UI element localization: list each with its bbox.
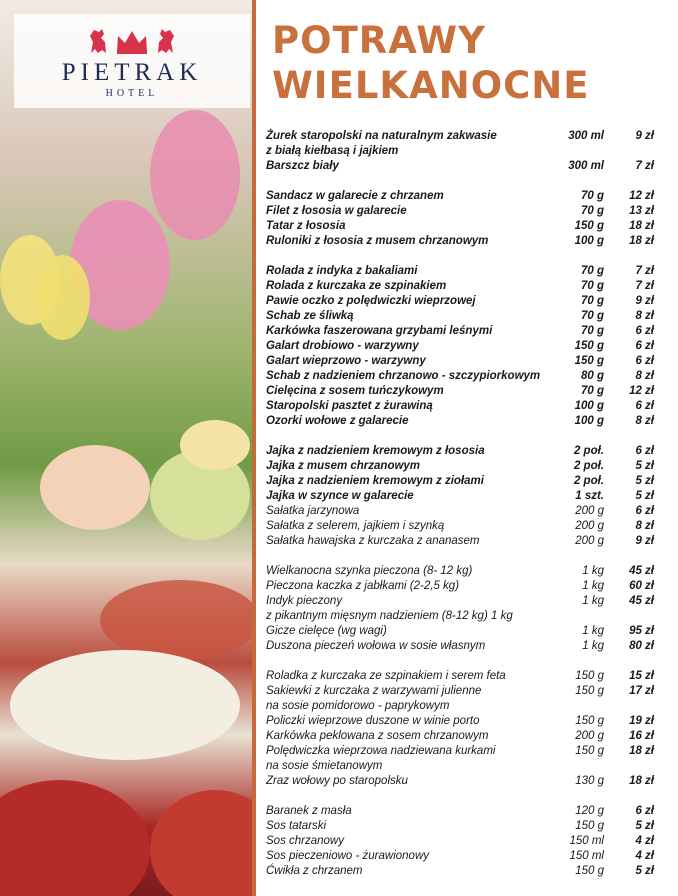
menu-item-price: 80 zł xyxy=(629,640,654,652)
menu-item-quantity: 120 g xyxy=(575,805,604,817)
menu-item-name-line: Karkówka peklowana z sosem chrzanowym xyxy=(266,730,489,742)
menu-item xyxy=(266,459,666,474)
menu-item-quantity: 70 g xyxy=(580,310,604,322)
menu-list xyxy=(266,129,666,879)
menu-item-name-line: Sos tatarski xyxy=(266,820,327,832)
menu-item xyxy=(266,189,666,204)
menu-item-quantity: 200 g xyxy=(575,505,604,517)
menu-item-quantity: 150 ml xyxy=(569,835,604,847)
menu-item xyxy=(266,774,666,789)
menu-item-quantity: 150 g xyxy=(574,355,604,367)
menu-item-name-line: Pawie oczko z polędwiczki wieprzowej xyxy=(266,295,476,307)
menu-item-name-line: Filet z łososia w galarecie xyxy=(266,205,407,217)
menu-item xyxy=(266,309,666,324)
menu-item-quantity: 2 poł. xyxy=(573,445,604,457)
hotel-logo xyxy=(14,14,250,108)
menu-item xyxy=(266,624,666,639)
menu-item-name-line: Barszcz biały xyxy=(266,160,339,172)
menu-item-price: 5 zł xyxy=(635,865,654,877)
menu-item-name-line: Karkówka faszerowana grzybami leśnymi xyxy=(266,325,493,337)
menu-item-quantity: 130 g xyxy=(575,775,604,787)
menu-item-name-line: Ozorki wołowe z galarecie xyxy=(266,415,409,427)
title-line-2: WIELKANOCNE xyxy=(272,64,590,107)
menu-item-name-line: Sałatka z selerem, jajkiem i szynką xyxy=(266,520,445,532)
menu-item-price: 4 zł xyxy=(635,835,654,847)
menu-item-quantity: 1 kg xyxy=(582,640,604,652)
menu-item-price: 6 zł xyxy=(635,325,654,337)
menu-item xyxy=(266,264,666,279)
menu-item-quantity: 200 g xyxy=(575,535,604,547)
menu-item-price: 5 zł xyxy=(635,490,654,502)
menu-item xyxy=(266,489,666,504)
menu-item xyxy=(266,474,666,489)
menu-item xyxy=(266,339,666,354)
hotel-subtitle: HOTEL xyxy=(105,88,159,99)
menu-item-name-line-2: z pikantnym mięsnym nadzieniem (8-12 kg) 1 kg xyxy=(266,610,513,622)
menu-item-quantity: 70 g xyxy=(580,325,604,337)
menu-item-quantity: 2 poł. xyxy=(573,475,604,487)
menu-item-quantity: 150 g xyxy=(575,670,604,682)
menu-item-name-line: Sałatka jarzynowa xyxy=(266,505,360,517)
title-line-1: POTRAWY xyxy=(272,19,486,62)
menu-item-price: 16 zł xyxy=(629,730,654,742)
menu-item-price: 6 zł xyxy=(635,805,654,817)
menu-item-name-line: Cielęcina z sosem tuńczykowym xyxy=(266,385,444,397)
page-title xyxy=(272,18,672,108)
menu-item-quantity: 150 g xyxy=(575,865,604,877)
menu-item-quantity: 1 kg xyxy=(582,580,604,592)
lion-icon xyxy=(87,28,109,54)
menu-item xyxy=(266,534,666,549)
menu-item xyxy=(266,159,666,174)
menu-item-quantity: 100 g xyxy=(574,235,604,247)
menu-item-quantity: 70 g xyxy=(580,295,604,307)
menu-item-price: 6 zł xyxy=(635,340,654,352)
menu-item-price: 6 zł xyxy=(635,505,654,517)
menu-item xyxy=(266,354,666,369)
menu-item-quantity: 1 kg xyxy=(582,565,604,577)
crest xyxy=(87,24,177,54)
menu-item-quantity: 200 g xyxy=(575,730,604,742)
menu-item-price: 8 zł xyxy=(635,310,654,322)
menu-item xyxy=(266,294,666,309)
menu-item-name-line: Roladka z kurczaka ze szpinakiem i serem feta xyxy=(266,670,506,682)
menu-item-price: 18 zł xyxy=(629,745,654,757)
menu-item-name-line-2: na sosie pomidorowo - paprykowym xyxy=(266,700,450,712)
menu-item xyxy=(266,219,666,234)
menu-item-name-line: Schab ze śliwką xyxy=(266,310,354,322)
menu-item-price: 95 zł xyxy=(629,625,654,637)
menu-item-price: 5 zł xyxy=(635,820,654,832)
menu-item-price: 7 zł xyxy=(635,280,654,292)
menu-item-price: 8 zł xyxy=(635,415,654,427)
menu-item-name-line: Zraz wołowy po staropolsku xyxy=(266,775,408,787)
menu-item-quantity: 300 ml xyxy=(568,130,604,142)
menu-item-name-line: Sałatka hawajska z kurczaka z ananasem xyxy=(266,535,480,547)
menu-item-name-line: Policzki wieprzowe duszone w winie porto xyxy=(266,715,480,727)
menu-item xyxy=(266,834,666,849)
menu-item-price: 7 zł xyxy=(635,160,654,172)
menu-item xyxy=(266,804,666,819)
menu-item-quantity: 150 g xyxy=(574,340,604,352)
lion-icon xyxy=(155,28,177,54)
menu-item-quantity: 150 g xyxy=(575,685,604,697)
menu-item-price: 45 zł xyxy=(629,595,654,607)
menu-item-name-line: Baranek z masła xyxy=(266,805,352,817)
menu-item-price: 6 zł xyxy=(635,400,654,412)
menu-item-quantity: 150 g xyxy=(575,745,604,757)
menu-item-name-line: Jajka z nadzieniem kremowym z ziołami xyxy=(266,475,484,487)
menu-item xyxy=(266,744,666,774)
panel-divider xyxy=(252,0,256,896)
menu-item-quantity: 100 g xyxy=(574,400,604,412)
menu-item-price: 18 zł xyxy=(629,235,654,247)
menu-item-price: 6 zł xyxy=(635,445,654,457)
menu-item-name-line: Indyk pieczony xyxy=(266,595,343,607)
hotel-name: PIETRAK xyxy=(61,59,203,86)
menu-item xyxy=(266,384,666,399)
menu-item-price: 4 zł xyxy=(635,850,654,862)
menu-item-price: 17 zł xyxy=(629,685,654,697)
menu-item xyxy=(266,519,666,534)
menu-item-name-line: Polędwiczka wieprzowa nadziewana kurkami xyxy=(266,745,496,757)
menu-item-name-line-2: na sosie śmietanowym xyxy=(266,760,383,772)
menu-item-price: 7 zł xyxy=(635,265,654,277)
menu-item-quantity: 150 g xyxy=(575,715,604,727)
menu-item-name-line: Staropolski pasztet z żurawiną xyxy=(266,400,433,412)
menu-item-name-line: Jajka w szynce w galarecie xyxy=(266,490,414,502)
menu-item xyxy=(266,594,666,624)
menu-item-name-line: Wielkanocna szynka pieczona (8- 12 kg) xyxy=(266,565,473,577)
menu-item-quantity: 70 g xyxy=(580,280,604,292)
menu-item-price: 5 zł xyxy=(635,475,654,487)
menu-item xyxy=(266,444,666,459)
menu-item-name-line: Galart drobiowo - warzywny xyxy=(266,340,419,352)
menu-item-quantity: 1 kg xyxy=(582,625,604,637)
menu-item-quantity: 70 g xyxy=(580,265,604,277)
menu-item-name-line: Duszona pieczeń wołowa w sosie własnym xyxy=(266,640,486,652)
menu-item xyxy=(266,324,666,339)
menu-item-price: 12 zł xyxy=(629,385,654,397)
menu-item-price: 60 zł xyxy=(629,580,654,592)
menu-item-quantity: 150 g xyxy=(575,820,604,832)
menu-item-quantity: 150 ml xyxy=(569,850,604,862)
menu-item-quantity: 70 g xyxy=(580,385,604,397)
menu-item-quantity: 2 poł. xyxy=(573,460,604,472)
menu-item-price: 15 zł xyxy=(629,670,654,682)
menu-item-price: 8 zł xyxy=(635,370,654,382)
menu-item xyxy=(266,684,666,714)
menu-item-name-line: Rolada z indyka z bakaliami xyxy=(266,265,418,277)
menu-item xyxy=(266,504,666,519)
menu-item-price: 6 zł xyxy=(635,355,654,367)
menu-item-name-line: Żurek staropolski na naturalnym zakwasie xyxy=(266,130,497,142)
menu-item xyxy=(266,564,666,579)
menu-item-name-line: Ćwikła z chrzanem xyxy=(266,865,363,877)
menu-item-quantity: 200 g xyxy=(575,520,604,532)
crown-icon xyxy=(115,28,149,54)
menu-item-name-line: Sos chrzanowy xyxy=(266,835,344,847)
menu-item-name-line: Galart wieprzowo - warzywny xyxy=(266,355,426,367)
menu-item xyxy=(266,369,666,384)
menu-item-price: 19 zł xyxy=(629,715,654,727)
menu-item xyxy=(266,129,666,159)
menu-item-quantity: 1 kg xyxy=(582,595,604,607)
menu-item xyxy=(266,819,666,834)
menu-item-quantity: 70 g xyxy=(580,205,604,217)
menu-item xyxy=(266,849,666,864)
menu-item xyxy=(266,204,666,219)
menu-item xyxy=(266,864,666,879)
menu-item-name-line: Schab z nadzieniem chrzanowo - szczypiorkowym xyxy=(266,370,541,382)
easter-food-photo xyxy=(0,0,252,896)
menu-item-name-line: Jajka z nadzieniem kremowym z łososia xyxy=(266,445,485,457)
menu-item-quantity: 1 szt. xyxy=(575,490,604,502)
menu-item xyxy=(266,399,666,414)
menu-item-quantity: 70 g xyxy=(580,190,604,202)
menu-item-name-line: Tatar z łososia xyxy=(266,220,346,232)
menu-item-price: 45 zł xyxy=(629,565,654,577)
menu-item-price: 9 zł xyxy=(635,295,654,307)
menu-item-name-line: Ruloniki z łososia z musem chrzanowym xyxy=(266,235,489,247)
menu-item-name-line: Sakiewki z kurczaka z warzywami julienne xyxy=(266,685,482,697)
menu-item xyxy=(266,579,666,594)
menu-item xyxy=(266,414,666,429)
menu-item-price: 9 zł xyxy=(635,130,654,142)
menu-item-price: 8 zł xyxy=(635,520,654,532)
menu-item-quantity: 150 g xyxy=(574,220,604,232)
menu-item-price: 5 zł xyxy=(635,460,654,472)
menu-item-name-line: Gicze cielęce (wg wagi) xyxy=(266,625,387,637)
menu-item-name-line: Rolada z kurczaka ze szpinakiem xyxy=(266,280,447,292)
menu-item-quantity: 80 g xyxy=(580,370,604,382)
menu-item xyxy=(266,234,666,249)
menu-item-price: 18 zł xyxy=(629,775,654,787)
menu-item xyxy=(266,279,666,294)
menu-item-price: 18 zł xyxy=(629,220,654,232)
menu-item-price: 12 zł xyxy=(629,190,654,202)
menu-item-name-line-2: z białą kiełbasą i jajkiem xyxy=(266,145,399,157)
menu-item-price: 13 zł xyxy=(629,205,654,217)
menu-item-name-line: Jajka z musem chrzanowym xyxy=(266,460,421,472)
menu-item-name-line: Pieczona kaczka z jabłkami (2-2,5 kg) xyxy=(266,580,460,592)
menu-item-name-line: Sos pieczeniowo - żurawionowy xyxy=(266,850,429,862)
menu-item xyxy=(266,639,666,654)
menu-item-quantity: 100 g xyxy=(574,415,604,427)
menu-item-name-line: Sandacz w galarecie z chrzanem xyxy=(266,190,444,202)
menu-item-price: 9 zł xyxy=(635,535,654,547)
menu-item xyxy=(266,669,666,684)
menu-item xyxy=(266,714,666,729)
menu-item-quantity: 300 ml xyxy=(568,160,604,172)
menu-item xyxy=(266,729,666,744)
